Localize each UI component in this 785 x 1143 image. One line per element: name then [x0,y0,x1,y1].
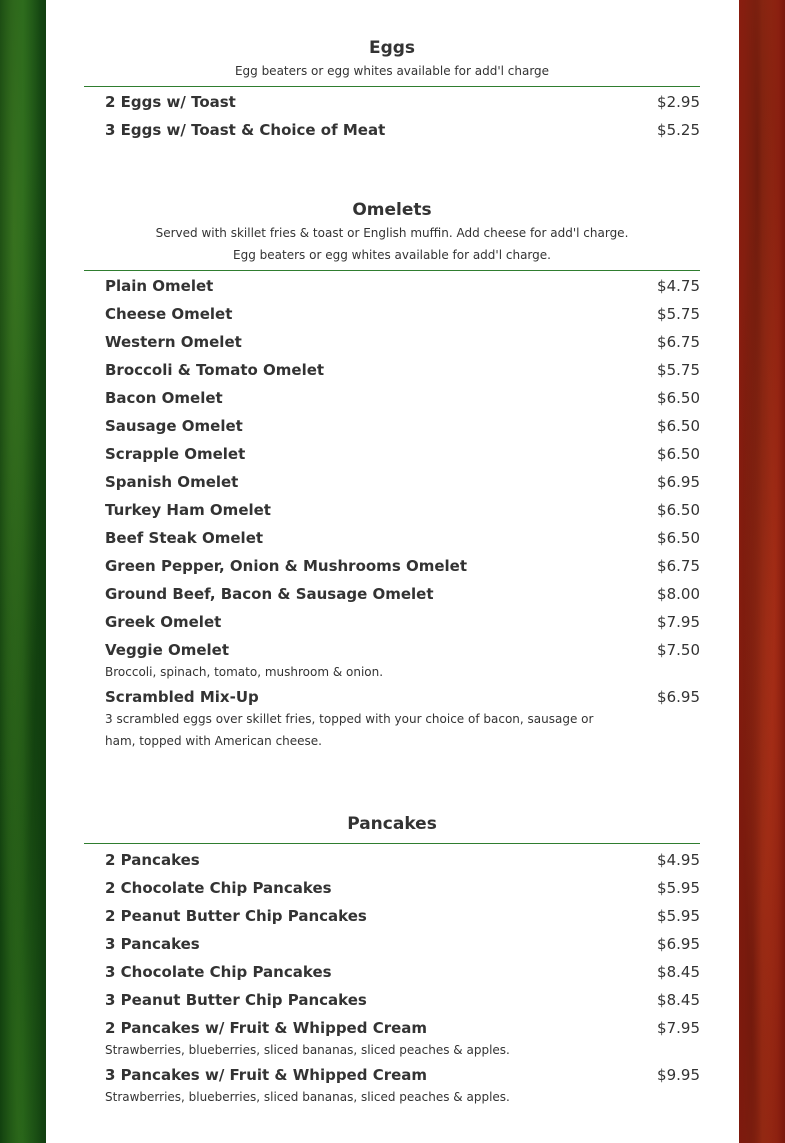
menu-item-row [105,440,700,468]
menu-item [84,88,700,116]
menu-item-row [105,552,700,580]
item-name: 3 Eggs w/ Toast & Choice of Meat [105,121,386,139]
menu-item [84,874,700,902]
green-border-decoration [0,0,46,1143]
menu-item [84,846,700,874]
item-name: 3 Pancakes w/ Fruit & Whipped Cream [105,1066,428,1084]
menu-item [84,412,700,440]
menu-item [84,958,700,986]
menu-item-row [105,683,700,711]
menu-item [84,440,700,468]
item-name: Broccoli & Tomato Omelet [105,361,325,379]
item-name: 3 Pancakes [105,935,200,953]
menu-item [84,986,700,1014]
item-name: Sausage Omelet [105,417,243,435]
item-name: 2 Chocolate Chip Pancakes [105,879,332,897]
menu-item-row [105,496,700,524]
item-price: $4.75 [657,277,700,295]
item-price: $4.95 [657,851,700,869]
item-description: 3 scrambled eggs over skillet fries, topped with your choice of bacon, sausage or ham, topped with American cheese. [105,712,594,748]
item-name: Scrambled Mix-Up [105,688,259,706]
item-price: $7.95 [657,613,700,631]
menu-page [46,0,739,1143]
item-description: Broccoli, spinach, tomato, mushroom & onion. [105,665,384,679]
item-name: Bacon Omelet [105,389,223,407]
item-price: $5.95 [657,879,700,897]
red-border-decoration [739,0,785,1143]
menu-item [84,524,700,552]
menu-item [84,1014,700,1061]
item-price: $6.95 [657,688,700,706]
item-price: $6.95 [657,473,700,491]
menu-item [84,636,700,683]
item-price: $6.95 [657,935,700,953]
item-name: Beef Steak Omelet [105,529,264,547]
menu-item [84,930,700,958]
menu-item-row [105,300,700,328]
menu-item [84,552,700,580]
item-description: Strawberries, blueberries, sliced bananas, sliced peaches & apples. [105,1090,510,1104]
item-name: Scrapple Omelet [105,445,246,463]
menu-item [84,116,700,144]
menu-item-row [105,412,700,440]
item-price: $5.75 [657,361,700,379]
item-price: $6.50 [657,529,700,547]
menu-item [84,384,700,412]
pancakes-section [84,812,700,1108]
item-price: $5.25 [657,121,700,139]
menu-item-row [105,384,700,412]
item-name: Western Omelet [105,333,242,351]
item-price: $5.75 [657,305,700,323]
menu-item-row [105,986,700,1014]
item-name: 2 Pancakes w/ Fruit & Whipped Cream [105,1019,428,1037]
menu-item [84,468,700,496]
menu-item-row [105,902,700,930]
item-price: $2.95 [657,93,700,111]
menu-item-row [105,636,700,664]
item-price: $9.95 [657,1066,700,1084]
eggs-section [84,36,700,144]
menu-item [84,902,700,930]
eggs-title: Eggs [368,38,416,58]
menu-item-row [105,272,700,300]
omelets-note: Served with skillet fries & toast or English muffin. Add cheese for add'l charge. [155,226,629,240]
menu-item-row [105,580,700,608]
item-name: Ground Beef, Bacon & Sausage Omelet [105,585,434,603]
item-price: $6.75 [657,557,700,575]
menu-item-row [105,524,700,552]
menu-item [84,272,700,300]
menu-item [84,580,700,608]
item-price: $7.95 [657,1019,700,1037]
menu-item [84,356,700,384]
item-name: 3 Peanut Butter Chip Pancakes [105,991,367,1009]
menu-item [84,328,700,356]
pancakes-divider [84,843,700,844]
item-name: Veggie Omelet [105,641,230,659]
item-price: $5.95 [657,907,700,925]
menu-item-row [105,88,700,116]
menu-item [84,300,700,328]
item-price: $6.75 [657,333,700,351]
eggs-note: Egg beaters or egg whites available for add'l charge [234,64,550,78]
item-name: Plain Omelet [105,277,214,295]
item-name: Spanish Omelet [105,473,239,491]
omelets-title: Omelets [352,200,432,220]
item-name: Green Pepper, Onion & Mushrooms Omelet [105,557,468,575]
item-price: $8.00 [657,585,700,603]
item-name: Cheese Omelet [105,305,233,323]
menu-item [84,496,700,524]
menu-item-row [105,874,700,902]
item-price: $6.50 [657,417,700,435]
item-name: 2 Eggs w/ Toast [105,93,236,111]
item-name: Turkey Ham Omelet [105,501,271,519]
omelets-section [84,198,700,752]
pancakes-title: Pancakes [347,814,437,834]
menu-item [84,608,700,636]
item-name: Greek Omelet [105,613,222,631]
menu-item-row [105,846,700,874]
eggs-divider [84,86,700,87]
item-price: $6.50 [657,501,700,519]
omelets-note: Egg beaters or egg whites available for add'l charge. [233,248,551,262]
item-name: 2 Peanut Butter Chip Pancakes [105,907,367,925]
menu-item-row [105,468,700,496]
item-price: $8.45 [657,991,700,1009]
item-price: $6.50 [657,445,700,463]
item-name: 2 Pancakes [105,851,200,869]
item-name: 3 Chocolate Chip Pancakes [105,963,332,981]
item-price: $8.45 [657,963,700,981]
item-price: $6.50 [657,389,700,407]
menu-item [84,683,700,752]
menu-item-row [105,1014,700,1042]
menu-item-row [105,608,700,636]
menu-item-row [105,116,700,144]
menu-item-row [105,356,700,384]
menu-item [84,1061,700,1108]
item-price: $7.50 [657,641,700,659]
menu-item-row [105,958,700,986]
omelets-divider [84,270,700,271]
menu-item-row [105,1061,700,1089]
menu-item-row [105,328,700,356]
item-description: Strawberries, blueberries, sliced bananas, sliced peaches & apples. [105,1043,510,1057]
menu-item-row [105,930,700,958]
